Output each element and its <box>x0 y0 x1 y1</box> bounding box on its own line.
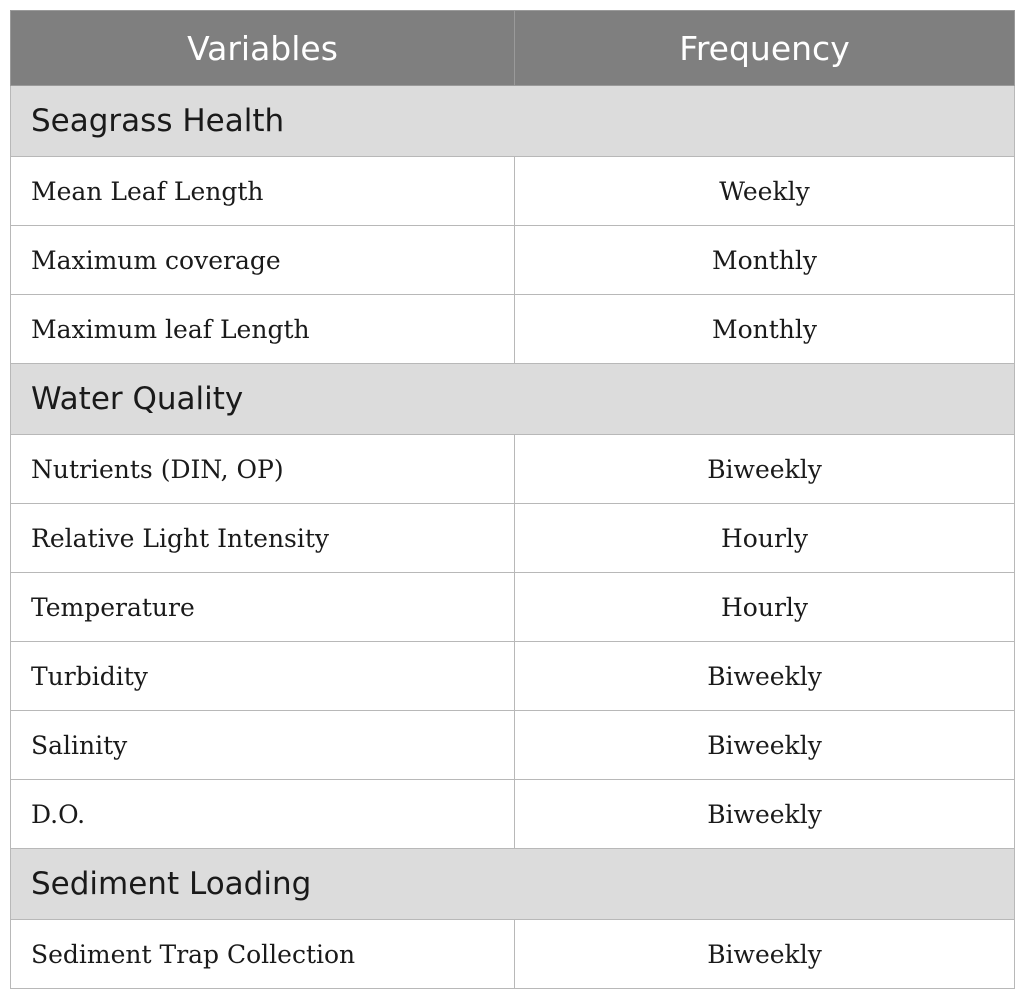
variable-cell: D.O. <box>11 780 515 849</box>
table-row <box>11 226 1015 295</box>
variable-cell: Maximum leaf Length <box>11 295 515 364</box>
frequency-cell: Monthly <box>515 226 1015 295</box>
frequency-cell: Weekly <box>515 157 1015 226</box>
variable-cell: Salinity <box>11 711 515 780</box>
table-row <box>11 920 1015 989</box>
section-row-seagrass-health <box>11 86 1015 157</box>
table-header-row <box>11 11 1015 86</box>
table-row <box>11 295 1015 364</box>
frequency-cell: Biweekly <box>515 780 1015 849</box>
table-row <box>11 642 1015 711</box>
variable-cell: Relative Light Intensity <box>11 504 515 573</box>
frequency-cell: Biweekly <box>515 435 1015 504</box>
variable-cell: Nutrients (DIN, OP) <box>11 435 515 504</box>
frequency-cell: Biweekly <box>515 711 1015 780</box>
section-title: Seagrass Health <box>11 86 1015 157</box>
section-title: Sediment Loading <box>11 849 1015 920</box>
table-row <box>11 780 1015 849</box>
section-row-sediment-loading <box>11 849 1015 920</box>
header-variables: Variables <box>11 11 515 86</box>
table-row <box>11 435 1015 504</box>
section-title: Water Quality <box>11 364 1015 435</box>
variable-cell: Turbidity <box>11 642 515 711</box>
variable-cell: Temperature <box>11 573 515 642</box>
frequency-cell: Monthly <box>515 295 1015 364</box>
variable-cell: Sediment Trap Collection <box>11 920 515 989</box>
table-row <box>11 573 1015 642</box>
header-frequency: Frequency <box>515 11 1015 86</box>
variable-cell: Mean Leaf Length <box>11 157 515 226</box>
table-row <box>11 157 1015 226</box>
table-row <box>11 504 1015 573</box>
variable-cell: Maximum coverage <box>11 226 515 295</box>
monitoring-table-container <box>10 10 1014 989</box>
table-row <box>11 711 1015 780</box>
section-row-water-quality <box>11 364 1015 435</box>
frequency-cell: Hourly <box>515 504 1015 573</box>
frequency-cell: Biweekly <box>515 920 1015 989</box>
monitoring-variables-table <box>10 10 1015 989</box>
frequency-cell: Biweekly <box>515 642 1015 711</box>
frequency-cell: Hourly <box>515 573 1015 642</box>
